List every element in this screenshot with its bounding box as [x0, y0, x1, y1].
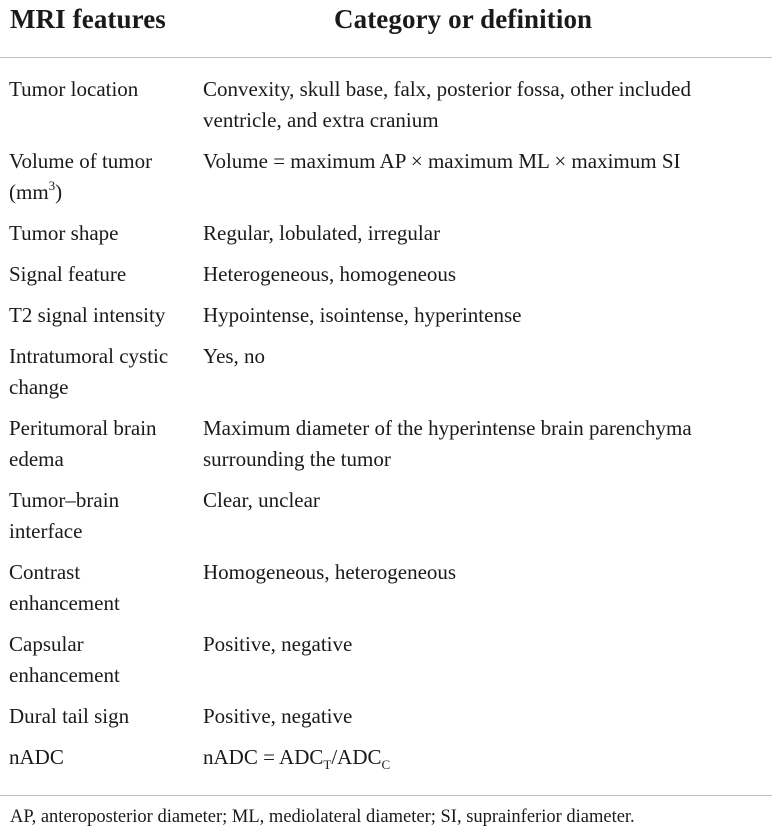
definition-cell: Maximum diameter of the hyperintense brain parenchyma surrounding the tumor: [203, 416, 692, 471]
definition-subscript-c: C: [381, 757, 391, 773]
feature-superscript: 3: [48, 178, 56, 193]
column-header-mri-features: MRI features: [10, 4, 166, 34]
table-row: [0, 701, 772, 732]
definition-cell: Regular, lobulated, irregular: [203, 221, 441, 245]
definition-cell: Heterogeneous, homogeneous: [203, 262, 457, 286]
table-row: [0, 485, 772, 547]
feature-cell: Tumor–brain interface: [9, 488, 120, 543]
feature-cell: Contrast enhancement: [9, 560, 120, 615]
definition-cell: Clear, unclear: [203, 488, 320, 512]
definition-cell: Yes, no: [203, 344, 266, 368]
feature-cell: Capsular enhancement: [9, 632, 120, 687]
feature-cell: nADC: [9, 745, 64, 769]
table-footnote: AP, anteroposterior diameter; ML, mediolateral diameter; SI, suprainferior diameter.: [10, 807, 635, 827]
table-row: [0, 742, 772, 773]
feature-cell: Tumor location: [9, 77, 139, 101]
table-header: [0, 0, 772, 58]
table-row: [0, 74, 772, 136]
definition-text: /ADC: [331, 745, 382, 769]
feature-cell: T2 signal intensity: [9, 303, 166, 327]
column-header-category-or-definition: Category or definition: [334, 4, 593, 34]
table-body: [0, 74, 772, 773]
feature-text: Volume of tumor (mm: [9, 149, 153, 204]
footnote-divider: [0, 795, 772, 796]
definition-cell: Homogeneous, heterogeneous: [203, 560, 457, 584]
table-row: [0, 300, 772, 331]
definition-cell: Convexity, skull base, falx, posterior fossa, other included ventricle, and extra cranium: [203, 77, 691, 132]
definition-text: nADC = ADC: [203, 745, 324, 769]
table-row: [0, 413, 772, 475]
definition-cell: Volume = maximum AP × maximum ML × maximum SI: [203, 149, 681, 173]
feature-text-tail: ): [55, 180, 63, 204]
feature-cell: [0, 146, 193, 208]
table-row: [0, 557, 772, 619]
feature-cell: Signal feature: [9, 262, 127, 286]
table-row: [0, 218, 772, 249]
feature-cell: Tumor shape: [9, 221, 119, 245]
feature-cell: Dural tail sign: [9, 704, 130, 728]
table-row: [0, 259, 772, 290]
definition-cell: Positive, negative: [203, 704, 353, 728]
table-row: [0, 146, 772, 208]
feature-cell: Peritumoral brain edema: [9, 416, 157, 471]
definition-subscript-t: T: [323, 757, 332, 773]
table-row: [0, 341, 772, 403]
definition-cell: Hypointense, isointense, hyperintense: [203, 303, 522, 327]
definition-cell: Positive, negative: [203, 632, 353, 656]
definition-cell: [193, 742, 762, 773]
table-row: [0, 629, 772, 691]
feature-cell: Intratumoral cystic change: [9, 344, 169, 399]
